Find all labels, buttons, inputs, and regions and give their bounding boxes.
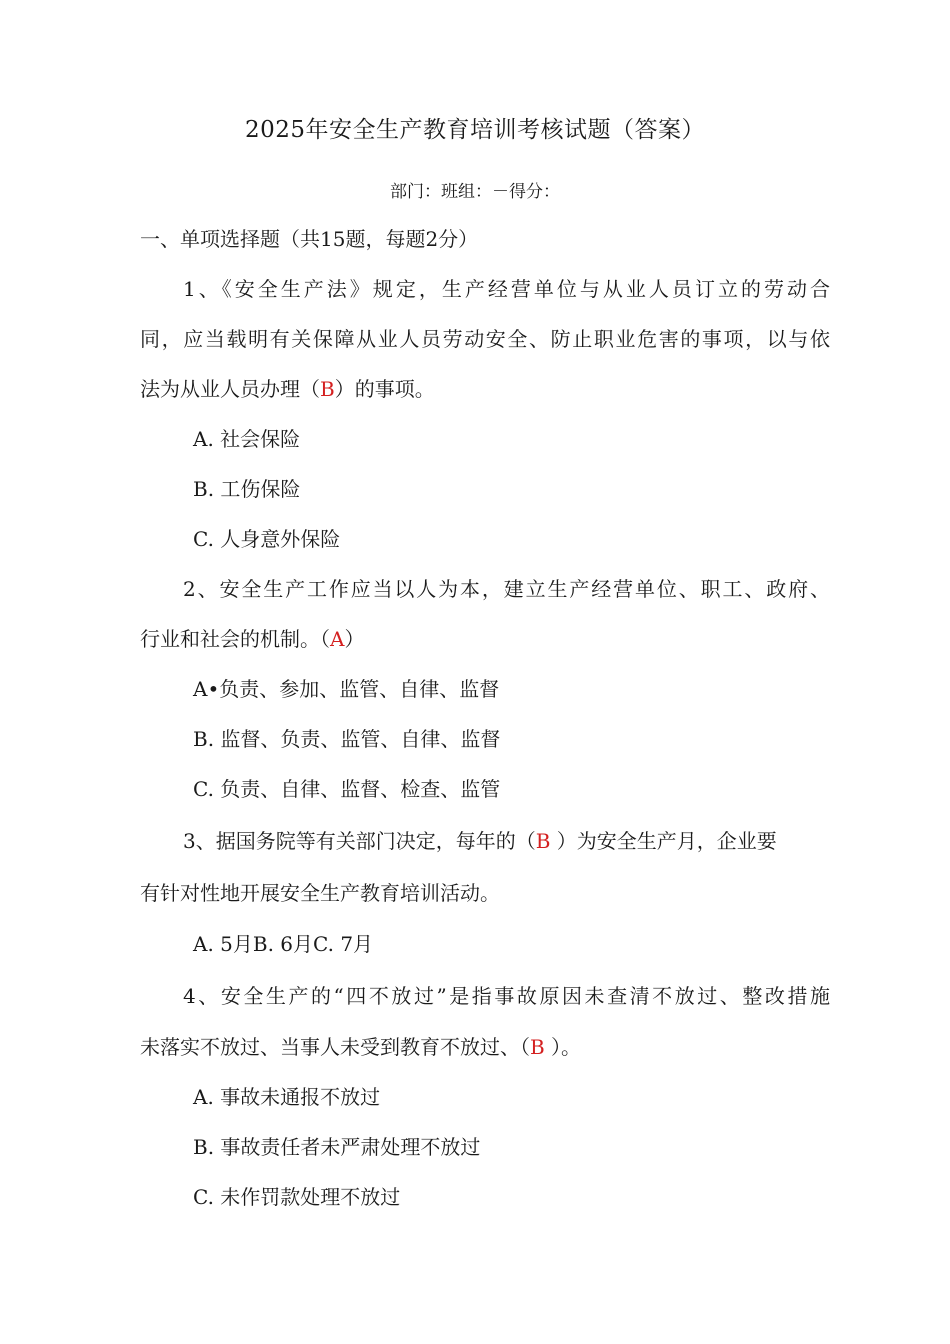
question-4-option-b: B. 事故责任者未严肃处理不放过 xyxy=(193,1135,481,1159)
question-2-text-before-answer: 行业和社会的机制。（ xyxy=(140,627,330,651)
question-1-option-c: C. 人身意外保险 xyxy=(193,527,341,551)
question-3-line-1 xyxy=(183,824,777,858)
question-1-line-3 xyxy=(140,372,435,406)
question-4-option-a: A. 事故未通报不放过 xyxy=(193,1085,381,1109)
question-1-text-before-answer: 法为从业人员办理（ xyxy=(140,377,320,401)
question-4-option-c: C. 未作罚款处理不放过 xyxy=(193,1185,401,1209)
question-3-line-2: 有针对性地开展安全生产教育培训活动。 xyxy=(140,881,500,905)
question-2-line-2 xyxy=(140,622,364,656)
question-3-answer: B xyxy=(535,829,551,853)
question-4-text-before-answer: 未落实不放过、当事人未受到教育不放过、（ xyxy=(140,1035,530,1059)
question-4-line-2 xyxy=(140,1030,581,1064)
question-2-answer: A xyxy=(330,627,345,651)
info-line: 部门：班组：－得分： xyxy=(390,182,560,202)
question-1-line-1: 1、《安全生产法》规定，生产经营单位与从业人员订立的劳动合 xyxy=(183,277,830,301)
question-1-option-b: B. 工伤保险 xyxy=(193,477,301,501)
question-2-option-c: C. 负责、自律、监督、检查、监管 xyxy=(193,777,501,801)
question-1-answer: B xyxy=(320,377,335,401)
section-heading: 一、单项选择题（共15题，每题2分） xyxy=(140,227,479,251)
question-2-line-1: 2、安全生产工作应当以人为本，建立生产经营单位、职工、政府、 xyxy=(183,577,830,601)
question-3-options: A. 5月B. 6月C. 7月 xyxy=(193,932,374,956)
document-title: 2025年安全生产教育培训考核试题（答案） xyxy=(244,117,706,143)
question-2-text-after-answer: ） xyxy=(344,627,365,651)
question-2-option-a: A•负责、参加、监管、自律、监督 xyxy=(193,677,500,701)
question-3-text-before-answer: 3、据国务院等有关部门决定，每年的（ xyxy=(183,829,536,853)
question-1-option-a: A. 社会保险 xyxy=(193,427,301,451)
question-3-text-after-answer: ）为安全生产月，企业要 xyxy=(550,829,777,853)
question-1-line-2: 同，应当载明有关保障从业人员劳动安全、防止职业危害的事项，以与依 xyxy=(140,327,830,351)
question-4-answer: B xyxy=(530,1035,545,1059)
question-2-option-b: B. 监督、负责、监管、自律、监督 xyxy=(193,727,501,751)
question-4-line-1: 4、安全生产的“四不放过”是指事故原因未查清不放过、整改措施 xyxy=(183,984,830,1008)
question-4-text-after-answer: ）。 xyxy=(544,1035,582,1059)
question-1-text-after-answer: ）的事项。 xyxy=(334,377,435,401)
